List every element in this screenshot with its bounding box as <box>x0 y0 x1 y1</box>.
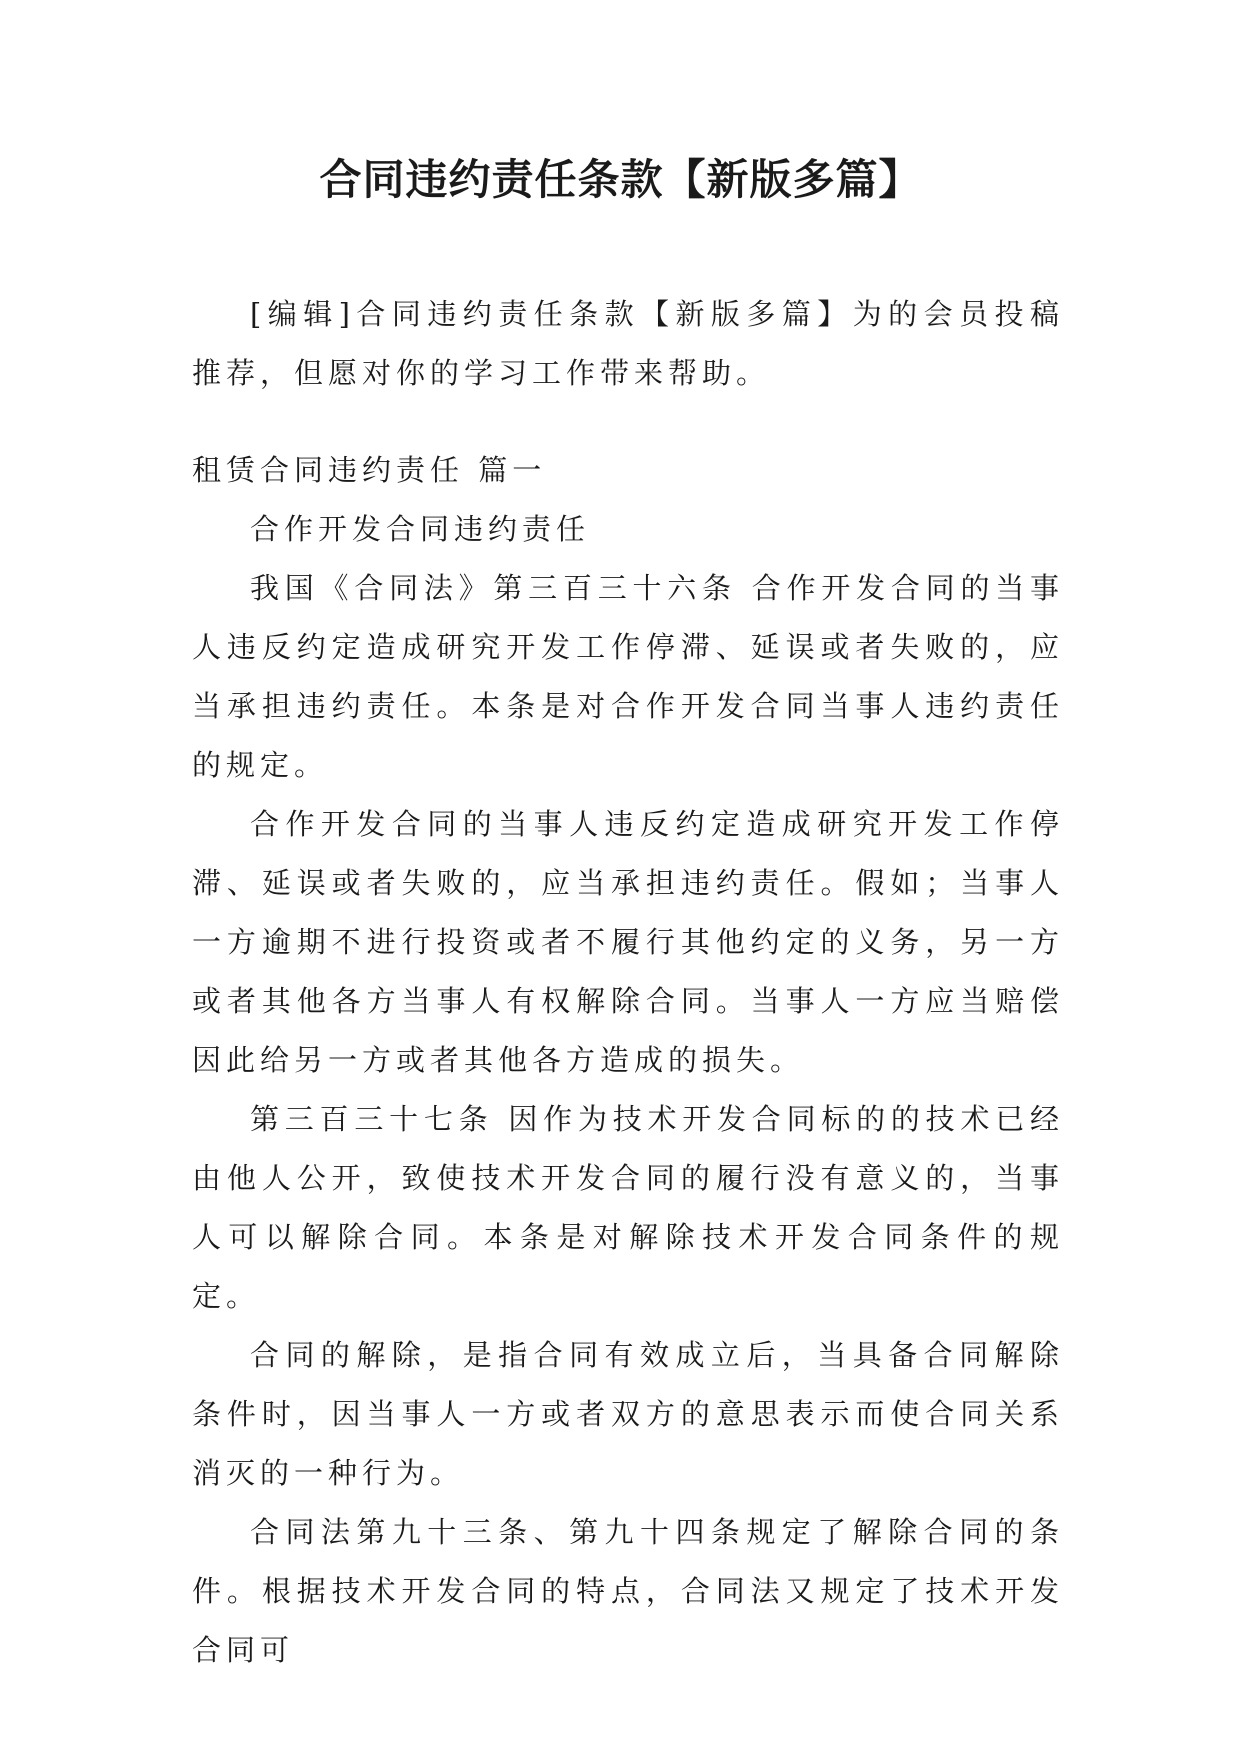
document-title: 合同违约责任条款【新版多篇】 <box>319 155 922 204</box>
body-paragraph: 合同的解除，是指合同有效成立后，当具备合同解除条件时，因当事人一方或者双方的意思表示而使合同关系消灭的一种行为。 <box>192 1338 1064 1490</box>
subheading: 合作开发合同违约责任 <box>250 512 591 546</box>
spacer <box>192 403 1064 441</box>
body-paragraph: 第三百三十七条 因作为技术开发合同标的的技术已经由他人公开，致使技术开发合同的履行没有意义的，当事人可以解除合同。本条是对解除技术开发合同条件的规定。 <box>192 1102 1064 1313</box>
intro-paragraph: [编辑]合同违约责任条款【新版多篇】为的会员投稿推荐，但愿对你的学习工作带来帮助。 <box>192 297 1064 390</box>
body-paragraph: 合作开发合同的当事人违反约定造成研究开发工作停滞、延误或者失败的，应当承担违约责任。假如；当事人一方逾期不进行投资或者不履行其他约定的义务，另一方或者其他各方当事人有权解除合同。当事人一方应当赔偿因此给另一方或者其他各方造成的损失。 <box>192 807 1064 1077</box>
document-body <box>192 285 1064 1680</box>
body-paragraph: 合同法第九十三条、第九十四条规定了解除合同的条件。根据技术开发合同的特点，合同法又规定了技术开发合同可 <box>192 1515 1064 1667</box>
section-heading: 租赁合同违约责任 篇一 <box>192 453 547 487</box>
body-paragraph: 我国《合同法》第三百三十六条 合作开发合同的当事人违反约定造成研究开发工作停滞、延误或者失败的，应当承担违约责任。本条是对合作开发合同当事人违约责任的规定。 <box>192 571 1064 782</box>
